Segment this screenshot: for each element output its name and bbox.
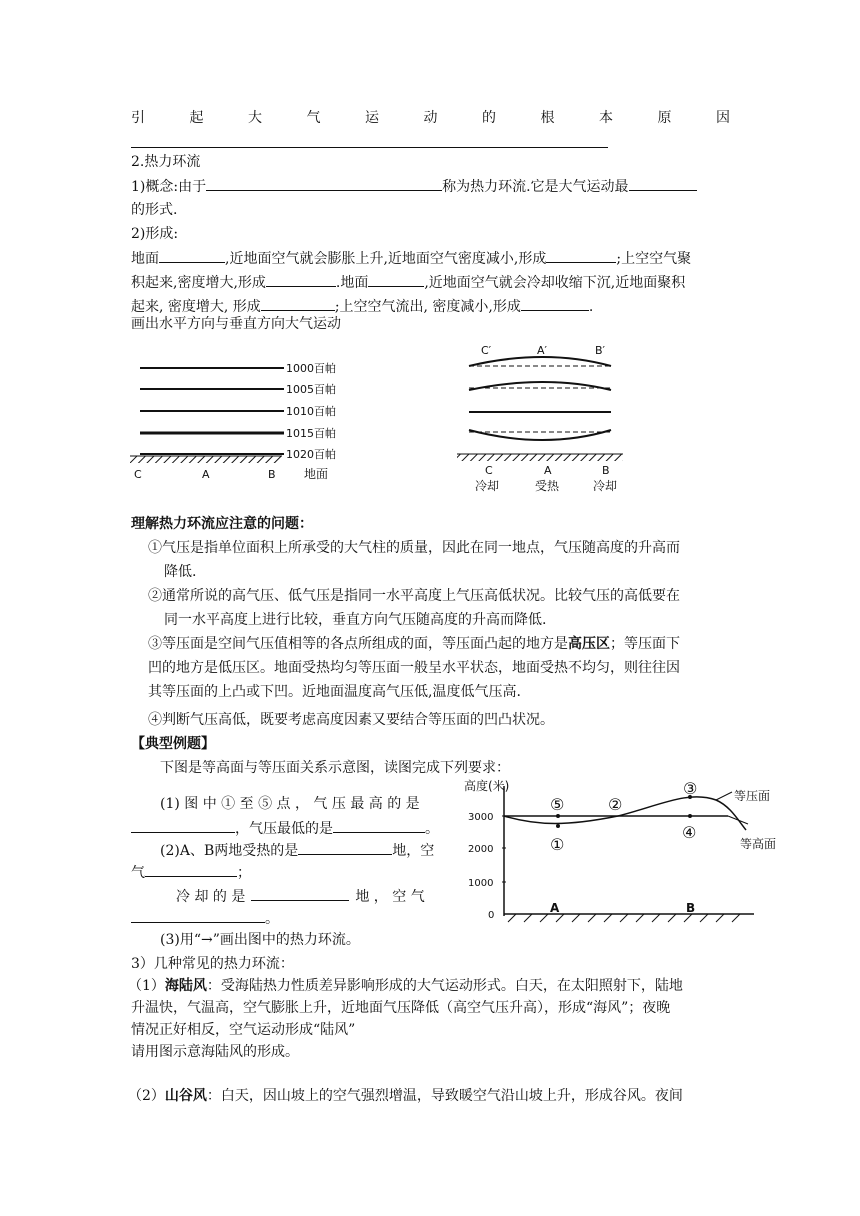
question-2d: 。 (131, 908, 279, 929)
point-label: A (544, 464, 552, 477)
circled-point: ③ (683, 779, 698, 798)
formation-line-3: 起来, 密度增大, 形成 ;上空空气流出, 密度减小,形成 . (131, 296, 593, 317)
notes-title: 理解热力环流应注意的问题： (131, 516, 313, 532)
note-3b: 凹的地方是低压区。地面受热均匀等压面一般呈水平状态，地面受热不均匀，则往往因 (148, 660, 680, 676)
q-char: 的 (482, 110, 496, 126)
curve-label: 等高面 (740, 837, 777, 851)
ground-label: 地面 (304, 467, 329, 481)
draw-instruction: 画出水平方向与垂直方向大气运动 (131, 316, 341, 332)
y-tick-label: 2000 (468, 844, 494, 855)
answer-blank[interactable] (629, 176, 697, 191)
section-title: 2.热力环流 (131, 154, 201, 170)
curve-label: 等压面 (734, 789, 771, 803)
question-1a: (1) 图 中 ① 至 ⑤ 点 ， 气 压 最 高 的 是 (160, 796, 420, 812)
answer-blank[interactable] (261, 296, 335, 311)
question-3: (3)用“→”画出图中的热力环流。 (160, 932, 360, 948)
circled-point: ② (608, 795, 623, 814)
answer-blank[interactable] (546, 248, 616, 263)
point-label: B′ (595, 344, 606, 357)
point-label: C (134, 468, 142, 481)
answer-blank[interactable] (145, 862, 237, 877)
y-tick-label: 0 (488, 910, 495, 921)
q-char: 根 (540, 110, 555, 126)
note-1b: 降低. (164, 564, 197, 580)
condition-label: 冷却 (475, 479, 500, 493)
q-char: 动 (423, 110, 438, 126)
isobar-figure-uniform (128, 354, 368, 484)
answer-blank[interactable] (131, 908, 265, 923)
example-intro: 下图是等高面与等压面关系示意图，读图完成下列要求： (160, 760, 510, 776)
point-label: A′ (537, 344, 548, 357)
sea-land-breeze-1: （1）海陆风：受海陆热力性质差异影响形成的大气运动形式。白天，在太阳照射下，陆地 (128, 978, 683, 994)
sea-land-breeze-3: 情况正好相反，空气运动形成“陆风” (131, 1022, 356, 1038)
concept-line-2: 的形式. (131, 202, 178, 218)
answer-blank[interactable] (131, 818, 235, 833)
circled-point: ① (550, 835, 565, 854)
isobar-label: 1020百帕 (286, 448, 336, 461)
mountain-valley-breeze: （2）山谷风：白天，因山坡上的空气强烈增温，导致暖空气沿山坡上升，形成谷风。夜间 (128, 1088, 683, 1104)
answer-blank[interactable] (251, 886, 349, 901)
y-tick-label: 3000 (468, 812, 494, 823)
answer-blank[interactable] (206, 176, 442, 191)
answer-blank[interactable] (266, 272, 336, 287)
isobar-curve (469, 357, 611, 366)
point-label: C (485, 464, 493, 477)
note-2b: 同一水平高度上进行比较，垂直方向气压随高度的升高而降低. (164, 612, 547, 628)
point-label: A (550, 901, 560, 915)
point-label: B (686, 901, 696, 915)
root-cause-question (131, 108, 730, 128)
example-title: 【典型例题】 (131, 736, 215, 752)
question-1b: ，气压最低的是 。 (131, 818, 439, 839)
circled-point: ⑤ (550, 795, 565, 814)
ground-hatch (457, 454, 623, 461)
point-label: B (268, 468, 276, 481)
isobar-label: 1010百帕 (286, 405, 336, 418)
concept-line: 1)概念:由于 称为热力环流.它是大气运动最 (131, 176, 697, 197)
q-char: 气 (306, 110, 321, 126)
isobaric-curve (504, 797, 746, 830)
condition-label: 冷却 (593, 479, 618, 493)
formation-line-1: 地面 ,近地面空气就会膨胀上升,近地面空气密度减小,形成 ;上空空气聚 (131, 248, 691, 269)
q-char: 因 (716, 110, 730, 126)
section3-title: 3）几种常见的热力环流： (131, 956, 294, 972)
answer-blank[interactable] (333, 818, 425, 833)
point-label: C′ (481, 344, 492, 357)
point-label: B (602, 464, 610, 477)
question-2c: 冷 却 的 是 地 ， 空 气 (176, 886, 425, 907)
isobar-label: 1015百帕 (286, 427, 336, 440)
q-char: 本 (599, 110, 613, 126)
sea-land-breeze-4: 请用图示意海陆风的形成。 (131, 1044, 299, 1060)
answer-blank[interactable] (159, 248, 225, 263)
note-2a: ②通常所说的高气压、低气压是指同一水平高度上气压高低状况。比较气压的高低要在 (148, 588, 680, 604)
isobar-figure-thermal (455, 340, 635, 498)
ground-hatch (130, 456, 282, 463)
circled-point: ④ (682, 823, 697, 842)
q-char: 原 (657, 110, 672, 126)
note-3c: 其等压面的上凸或下凹。近地面温度高气压低,温度低气压高. (148, 684, 521, 700)
note-3a: ③等压面是空间气压值相等的各点所组成的面，等压面凸起的地方是高压区；等压面下 (148, 636, 680, 652)
sea-land-breeze-2: 升温快，气温高，空气膨胀上升，近地面气压降低（高空气压升高），形成“海风”；夜晚 (131, 1000, 671, 1016)
q-char: 起 (189, 110, 204, 126)
answer-blank[interactable] (521, 296, 589, 311)
isobar-label: 1000百帕 (286, 362, 336, 375)
formation-title: 2)形成: (131, 226, 179, 242)
q-char: 大 (248, 110, 262, 126)
point-label: A (202, 468, 210, 481)
question-2a: (2)A、B两地受热的是 地，空 (160, 840, 434, 861)
note-4: ④判断气压高低，既要考虑高度因素又要结合等压面的凹凸状况。 (148, 712, 554, 728)
q-char: 运 (365, 110, 379, 126)
axis-label: 高度(米) (464, 779, 510, 793)
isobar-label: 1005百帕 (286, 383, 336, 396)
answer-blank[interactable] (368, 272, 424, 287)
condition-label: 受热 (535, 479, 560, 493)
y-tick-label: 1000 (468, 878, 494, 889)
isobaric-isoheight-figure (458, 770, 788, 932)
isobar-curve (469, 382, 611, 390)
formation-line-2: 积起来,密度增大,形成 .地面 ,近地面空气就会冷却收缩下沉,近地面聚积 (131, 272, 685, 293)
question-2b: 气 ； (131, 862, 251, 883)
answer-blank[interactable] (131, 147, 608, 148)
q-char: 引 (131, 110, 145, 126)
answer-blank[interactable] (298, 840, 392, 855)
note-1a: ①气压是指单位面积上所承受的大气柱的质量，因此在同一地点，气压随高度的升高而 (148, 540, 680, 556)
